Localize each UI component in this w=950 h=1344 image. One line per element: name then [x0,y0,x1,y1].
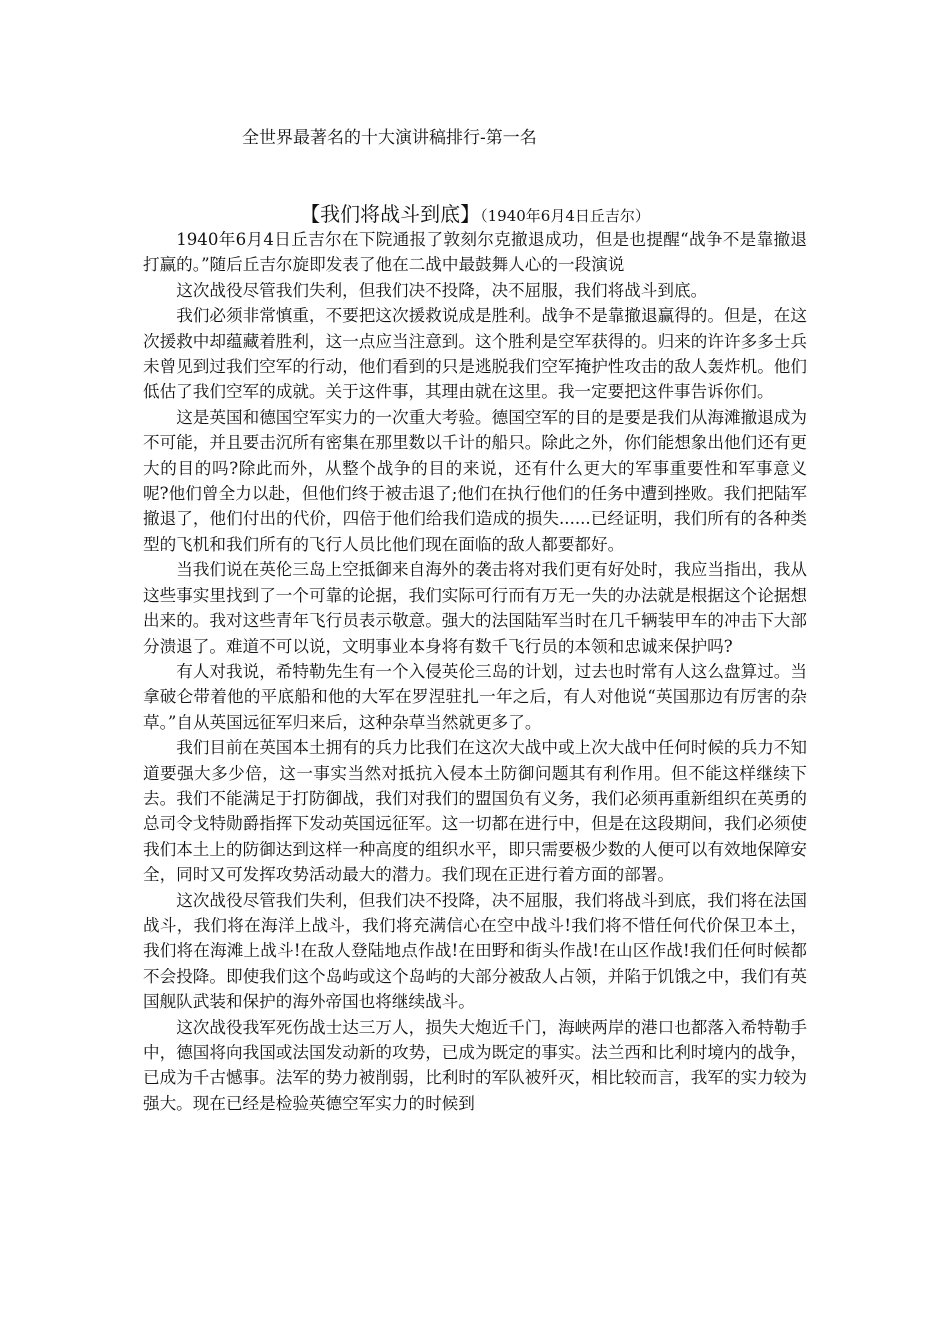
paragraph: 我们目前在英国本土拥有的兵力比我们在这次大战中或上次大战中任何时候的兵力不知道要强大多少倍，这一事实当然对抵抗入侵本土防御问题其有利作用。但不能这样继续下去。我们不能满足于打防御战，我们对我们的盟国负有义务，我们必须再重新组织在英勇的总司令戈特勋爵指挥下发动英国远征军。这一切都在进行中，但是在这段期间，我们必须使我们本土上的防御达到这样一种高度的组织水平，即只需要极少数的人便可以有效地保障安全，同时又可发挥攻势活动最大的潜力。我们现在正进行着方面的部署。 [143,738,807,885]
paragraph: 这次战役我军死伤战士达三万人，损失大炮近千门，海峡两岸的港口也都落入希特勒手中，德国将向我国或法国发动新的攻势，已成为既定的事实。法兰西和比利时境内的战争，已成为千古憾事。法军的势力被削弱，比利时的军队被歼灭，相比较而言，我军的实力较为强大。现在已经是检验英德空军实力的时候到 [143,1017,807,1113]
paragraph: 这是英国和德国空军实力的一次重大考验。德国空军的目的是要是我们从海滩撤退成为不可能，并且要击沉所有密集在那里数以千计的船只。除此之外，你们能想象出他们还有更大的目的吗?除此而外，从整个战争的目的来说，还有什么更大的军事重要性和军事意义呢?他们曾全力以赴，但他们终于被击退了;他们在执行他们的任务中遭到挫败。我们把陆军撤退了，他们付出的代价，四倍于他们给我们造成的损失......已经证明，我们所有的各种类型的飞机和我们所有的飞行人员比他们现在面临的敌人都要都好。 [143,407,807,554]
paragraph: 有人对我说，希特勒先生有一个入侵英伦三岛的计划，过去也时常有人这么盘算过。当拿破仑带着他的平底船和他的大军在罗涅驻扎一年之后，有人对他说“英国那边有厉害的杂草。”自从英国远征军归来后，这种杂草当然就更多了。 [143,661,807,732]
speech-title [0,200,950,230]
paragraph: 当我们说在英伦三岛上空抵御来自海外的袭击将对我们更有好处时，我应当指出，我从这些事实里找到了一个可靠的论据，我们实际可行而有万无一失的办法就是根据这个论据想出来的。我对这些青年飞行员表示敬意。强大的法国陆军当时在几千辆装甲车的冲击下大部分溃退了。难道不可以说，文明事业本身将有数千飞行员的本领和忠诚来保护吗? [143,560,807,656]
paragraph-intro: 1940年6月4日丘吉尔在下院通报了敦刻尔克撤退成功，但是也提醒“战争不是靠撤退打赢的。”随后丘吉尔旋即发表了他在二战中最鼓舞人心的一段演说 [143,230,807,275]
speech-title-main: 【我们将战斗到底】 [300,202,481,226]
speech-body [143,227,807,1116]
paragraph: 这次战役尽管我们失利，但我们决不投降，决不屈服，我们将战斗到底，我们将在法国战斗，我们将在海洋上战斗，我们将充满信心在空中战斗!我们将不惜任何代价保卫本土，我们将在海滩上战斗!在敌人登陆地点作战!在田野和街头作战!在山区作战!我们任何时候都不会投降。即使我们这个岛屿或这个岛屿的大部分被敌人占领，并陷于饥饿之中，我们有英国舰队武装和保护的海外帝国也将继续战斗。 [143,890,807,1012]
document-header: 全世界最著名的十大演讲稿排行-第一名 [242,128,537,148]
speech-title-date: （1940年6月4日丘吉尔） [480,207,650,225]
paragraph: 这次战役尽管我们失利，但我们决不投降，决不屈服，我们将战斗到底。 [176,280,708,300]
paragraph: 我们必须非常慎重，不要把这次援救说成是胜利。战争不是靠撤退赢得的。但是，在这次援救中却蕴藏着胜利，这一点应当注意到。这个胜利是空军获得的。归来的许许多多士兵未曾见到过我们空军的行动，他们看到的只是逃脱我们空军掩护性攻击的敌人轰炸机。他们低估了我们空军的成就。关于这件事，其理由就在这里。我一定要把这件事告诉你们。 [143,306,807,402]
